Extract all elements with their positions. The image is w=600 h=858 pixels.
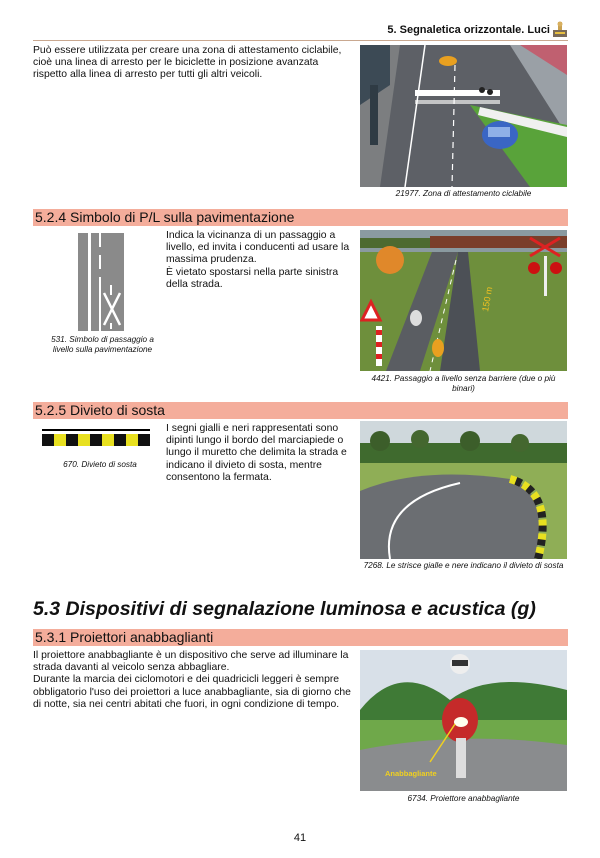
section-5-3-1-paragraph: Il proiettore anabbagliante è un dispositivo che serve ad illuminare la strada davanti al veicolo senza abbagliare. Durante la marcia dei ciclomotori e dei quadricicli leggeri è sempre obbligatorio l'uso dei proiettori a luce anabbagliante, sia di giorno che di notte, sia nei centri abitati che fuori, in ogni condizione di tempo. (33, 650, 351, 710)
scooter-photo-caption: 6734. Proiettore anabbagliante (407, 794, 520, 803)
running-header: 5. Segnaletica orizzontale. Luci (387, 24, 550, 36)
section-5-2-4-heading (33, 209, 568, 226)
no-parking-stripes-figure (42, 429, 150, 446)
section-title: 5.2.5 Divieto di sosta (35, 402, 165, 418)
bike-box-photo (360, 45, 567, 187)
section-5-2-5-paragraph: I segni gialli e neri rappresentati sono dipinti lungo il bordo del marciapiede o lungo il muretto che delimita la strada e indicano il divieto di sosta, mentre consentono la fermata. (166, 423, 347, 483)
section-5-3-1-heading (33, 629, 568, 646)
section-5-2-5-heading (33, 402, 568, 419)
page-number: 41 (293, 832, 307, 844)
no-parking-photo-caption: 7268. Le strisce gialle e nere indicano il divieto di sosta (363, 561, 564, 570)
level-crossing-figure-caption: 531. Simbolo di passaggio a livello sulla pavimentazione (51, 335, 154, 354)
road-works-icon (552, 20, 568, 38)
headlight-label: Anabbagliante (385, 769, 437, 778)
section-title: 5.2.4 Simbolo di P/L sulla pavimentazione (35, 209, 295, 225)
scooter-headlight-photo (360, 650, 567, 791)
intro-paragraph: Può essere utilizzata per creare una zona di attestamento ciclabile, cioè una linea di arresto per le biciclette in posizione avanzata rispetto alla linea di arresto per tutti gli altri veicoli. (33, 45, 342, 81)
level-crossing-marking-figure (78, 233, 124, 331)
section-5-2-4-paragraph: Indica la vicinanza di un passaggio a livello, ed invita i conducenti ad usare la massima prudenza. È vietato spostarsi nella parte sinistra della strada. (166, 230, 350, 290)
level-crossing-photo (360, 230, 567, 371)
header-rule (33, 40, 568, 41)
chapter-5-3-heading: 5.3 Dispositivi di segnalazione luminosa e acustica (g) (33, 598, 536, 620)
intro-photo-caption: 21977. Zona di attestamento ciclabile (395, 189, 532, 198)
road-distance-marking: 150 m (480, 285, 495, 313)
no-parking-curb-photo (360, 421, 567, 559)
section-title: 5.3.1 Proiettori anabbaglianti (35, 629, 214, 645)
no-parking-figure-caption: 670. Divieto di sosta (63, 460, 137, 469)
level-crossing-photo-caption: 4421. Passaggio a livello senza barriere (due o più binari) (371, 374, 556, 393)
